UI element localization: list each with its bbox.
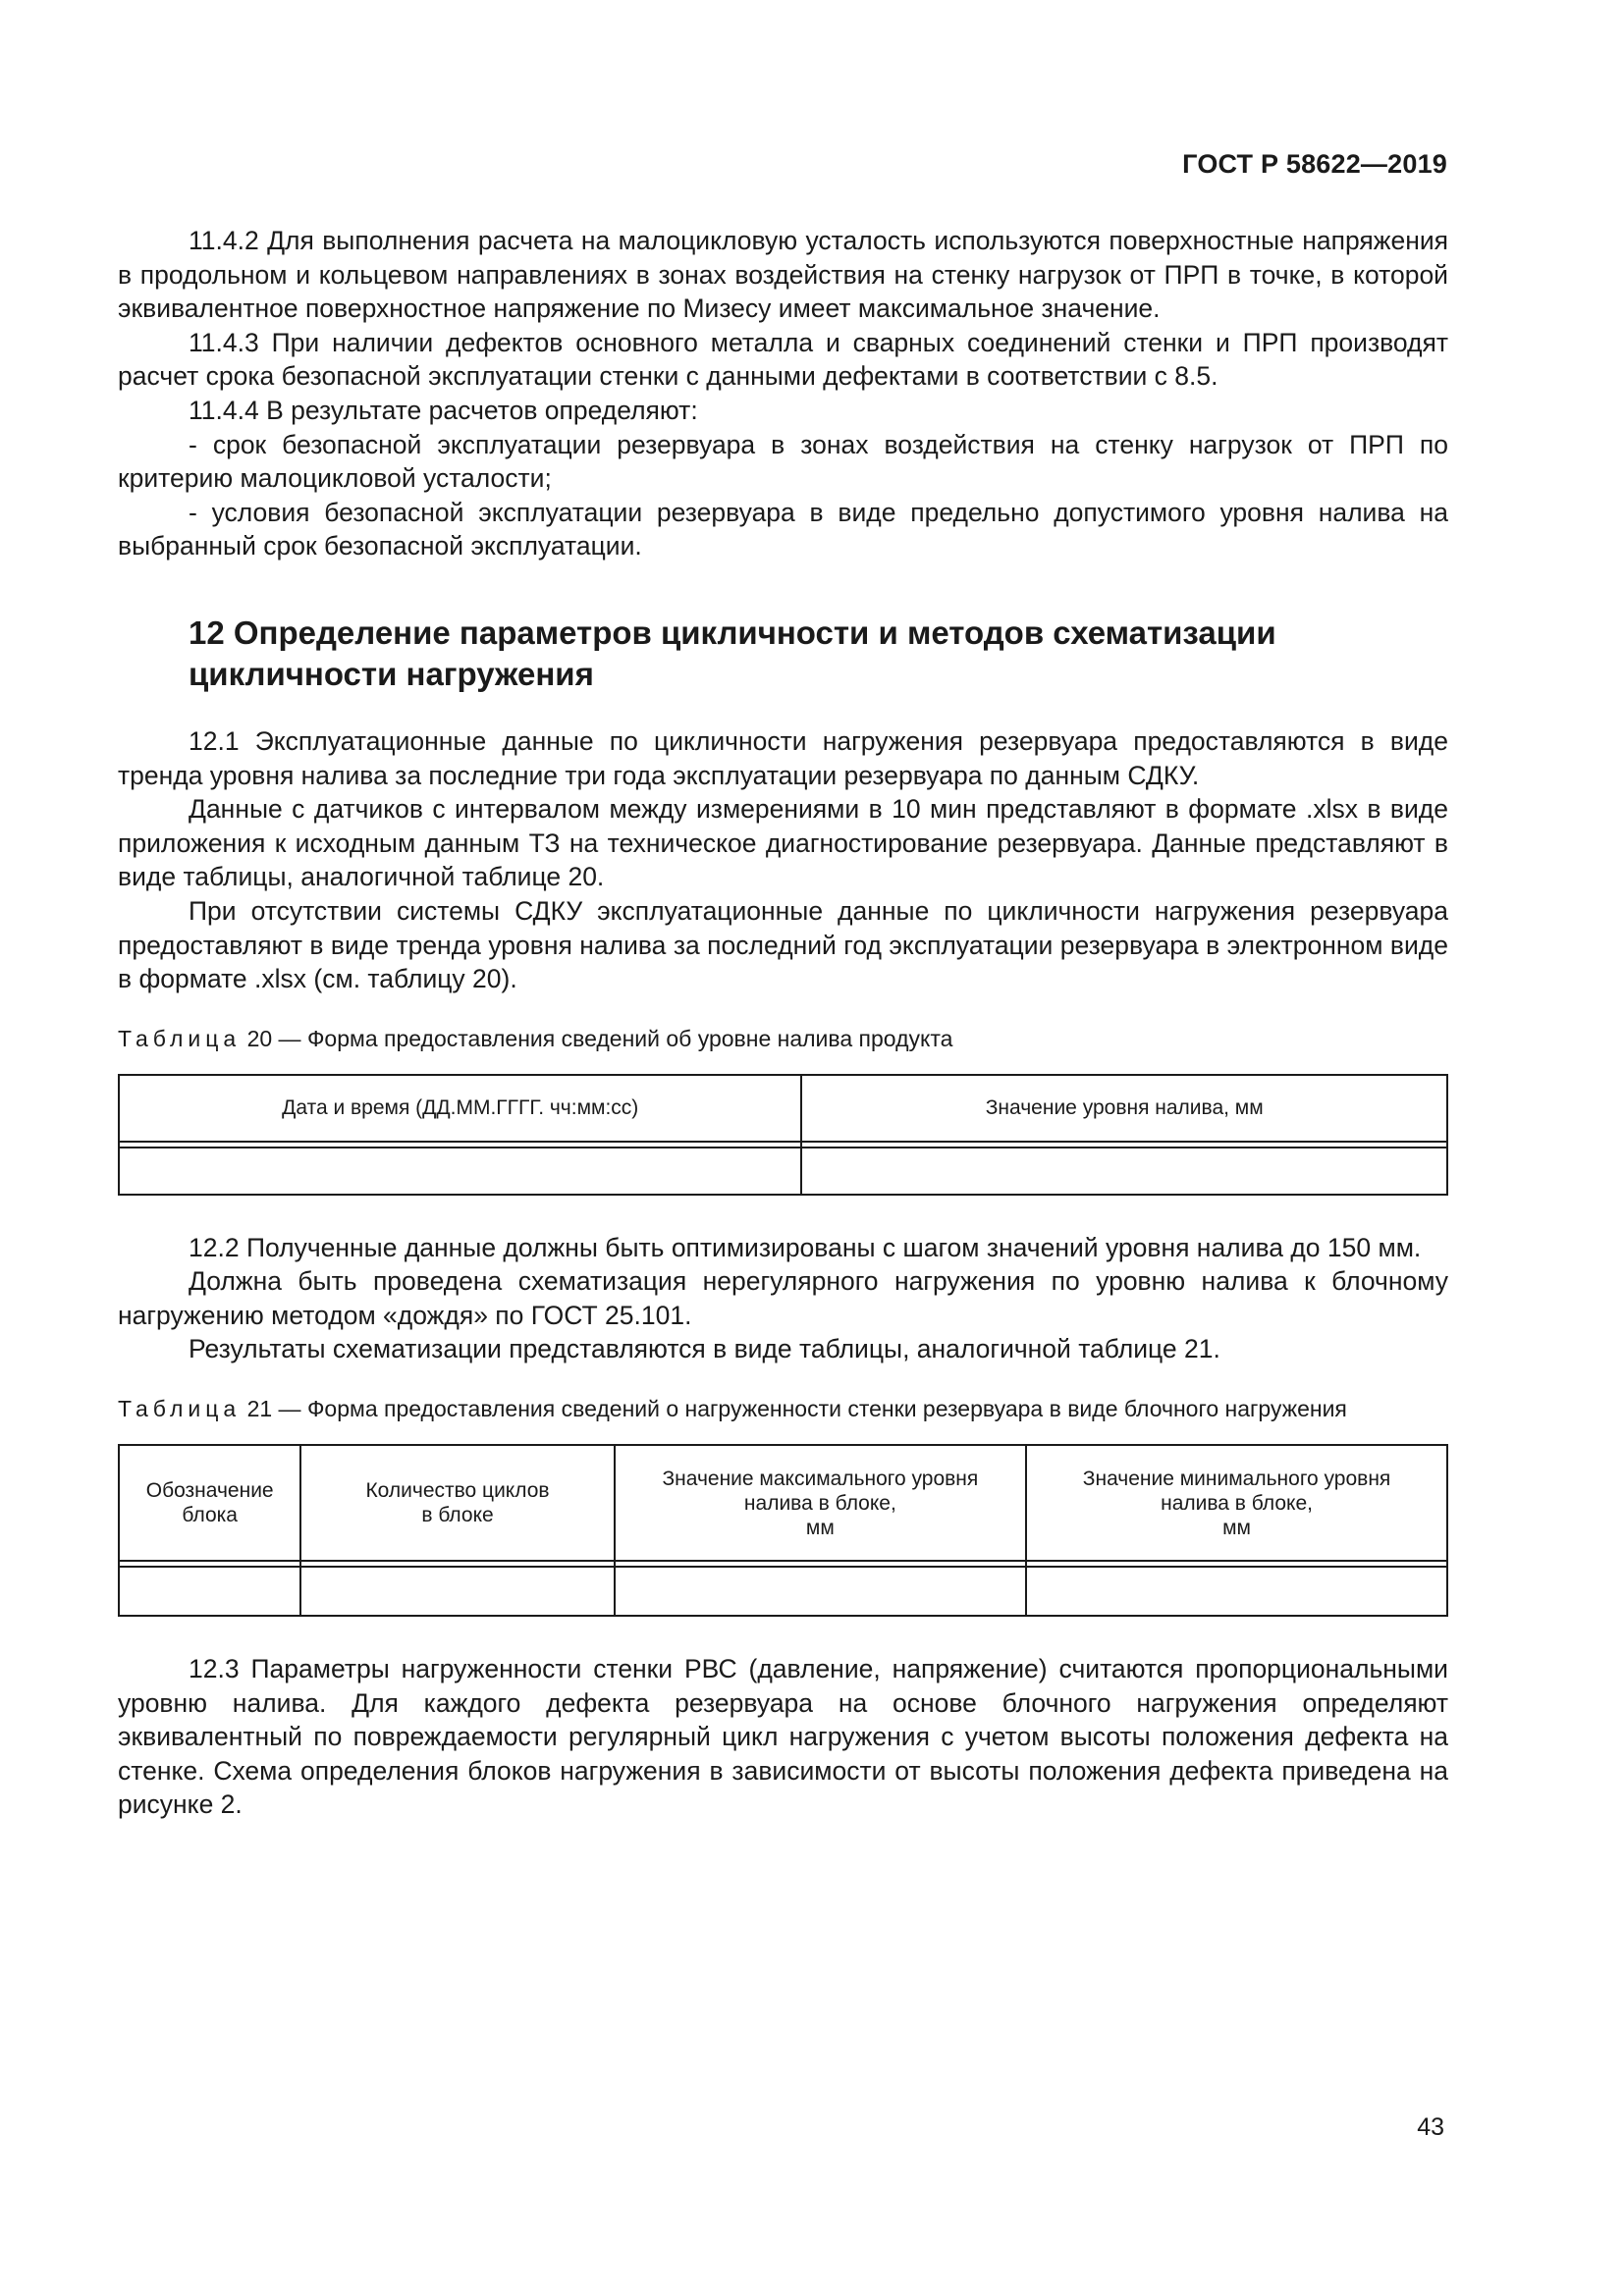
table-20-caption	[118, 1026, 1448, 1052]
paragraph-11-4-3: 11.4.3 При наличии дефектов основного металла и сварных соединений стенки и ПРП производят расчет срока безопасной эксплуатации стенки с данными дефектами в соответствии с 8.5.	[118, 327, 1448, 392]
table-20-followup	[118, 1231, 1448, 1366]
paragraph-11-4-2: 11.4.2 Для выполнения расчета на малоцикловую усталость используются поверхностные напряжения в продольном и кольцевом направлениях в зонах воздействия на стенку нагрузок от ПРП в точке, в которой эквивалентное поверхностное напряжение по Мизесу имеет максимальное значение.	[118, 226, 1448, 324]
table-header-cell: Значение уровня налива, мм	[801, 1075, 1447, 1142]
paragraph-12-2: 12.2 Полученные данные должны быть оптимизированы с шагом значений уровня налива до 150 мм.	[189, 1232, 1422, 1262]
paragraph-12-3: 12.3 Параметры нагруженности стенки РВС (давление, напряжение) считаются пропорциональными уровню налива. Для каждого дефекта резервуара на основе блочного нагружения определяют эквивалентный по повреждаемости регулярный цикл нагружения с учетом высоты положения дефекта на стенке. Схема определения блоков нагружения в зависимости от высоты положения дефекта приведена на рисунке 2.	[118, 1654, 1448, 1820]
table-cell	[300, 1567, 614, 1616]
table-caption-text: 21 — Форма предоставления сведений о нагруженности стенки резервуара в виде блочного нагружения	[241, 1396, 1347, 1422]
document-id: ГОСТ Р 58622—2019	[1182, 149, 1447, 179]
section-heading: 12 Определение параметров цикличности и методов схематизации цикличности нагружения	[189, 614, 1276, 692]
list-item: - условия безопасной эксплуатации резервуара в виде предельно допустимого уровня налива на выбранный срок безопасной эксплуатации.	[118, 497, 1448, 561]
paragraph: Данные с датчиков с интервалом между измерениями в 10 мин представляют в формате .xlsx в виде приложения к исходным данным ТЗ на техническое диагностирование резервуара. Данные представляют в виде таблицы, аналогичной таблице 20.	[118, 794, 1448, 892]
table-21-followup	[118, 1652, 1448, 1822]
list-item: - срок безопасной эксплуатации резервуара в зонах воздействия на стенку нагрузок от ПРП по критерию малоцикловой усталости;	[118, 429, 1448, 494]
table-20	[118, 1074, 1448, 1196]
table-cell	[1026, 1567, 1447, 1616]
table-label: Таблица	[118, 1396, 242, 1422]
page-content	[118, 224, 1448, 1822]
table-cell	[801, 1148, 1447, 1195]
table-21	[118, 1444, 1448, 1617]
table-header-cell: Обозначение блока	[119, 1445, 300, 1561]
table-header-cell: Значение максимального уровня налива в блоке, мм	[615, 1445, 1026, 1561]
table-21-caption	[118, 1396, 1448, 1422]
table-header-cell: Количество циклов в блоке	[300, 1445, 614, 1561]
paragraph: При отсутствии системы СДКУ эксплуатационные данные по цикличности нагружения резервуара предоставляют в виде тренда уровня налива за последний год эксплуатации резервуара в электронном виде в формате .xlsx (см. таблицу 20).	[118, 895, 1448, 994]
paragraph: Результаты схематизации представляются в виде таблицы, аналогичной таблице 21.	[189, 1334, 1220, 1364]
table-header-cell: Значение минимального уровня налива в блоке, мм	[1026, 1445, 1447, 1561]
table-cell	[119, 1567, 300, 1616]
page-number: 43	[1417, 2113, 1444, 2141]
table-caption-text: 20 — Форма предоставления сведений об уровне налива продукта	[241, 1025, 953, 1051]
table-label: Таблица	[118, 1025, 242, 1051]
paragraph: Должна быть проведена схематизация нерегулярного нагружения по уровню налива к блочному нагружению методом «дождя» по ГОСТ 25.101.	[118, 1266, 1448, 1330]
paragraph-12-1: 12.1 Эксплуатационные данные по цикличности нагружения резервуара предоставляются в виде тренда уровня налива за последние три года эксплуатации резервуара по данным СДКУ.	[118, 725, 1448, 790]
table-cell	[119, 1148, 801, 1195]
paragraph-11-4-4: 11.4.4 В результате расчетов определяют:	[189, 395, 698, 425]
table-header-cell: Дата и время (ДД.ММ.ГГГГ. чч:мм:сс)	[119, 1075, 801, 1142]
table-cell	[615, 1567, 1026, 1616]
